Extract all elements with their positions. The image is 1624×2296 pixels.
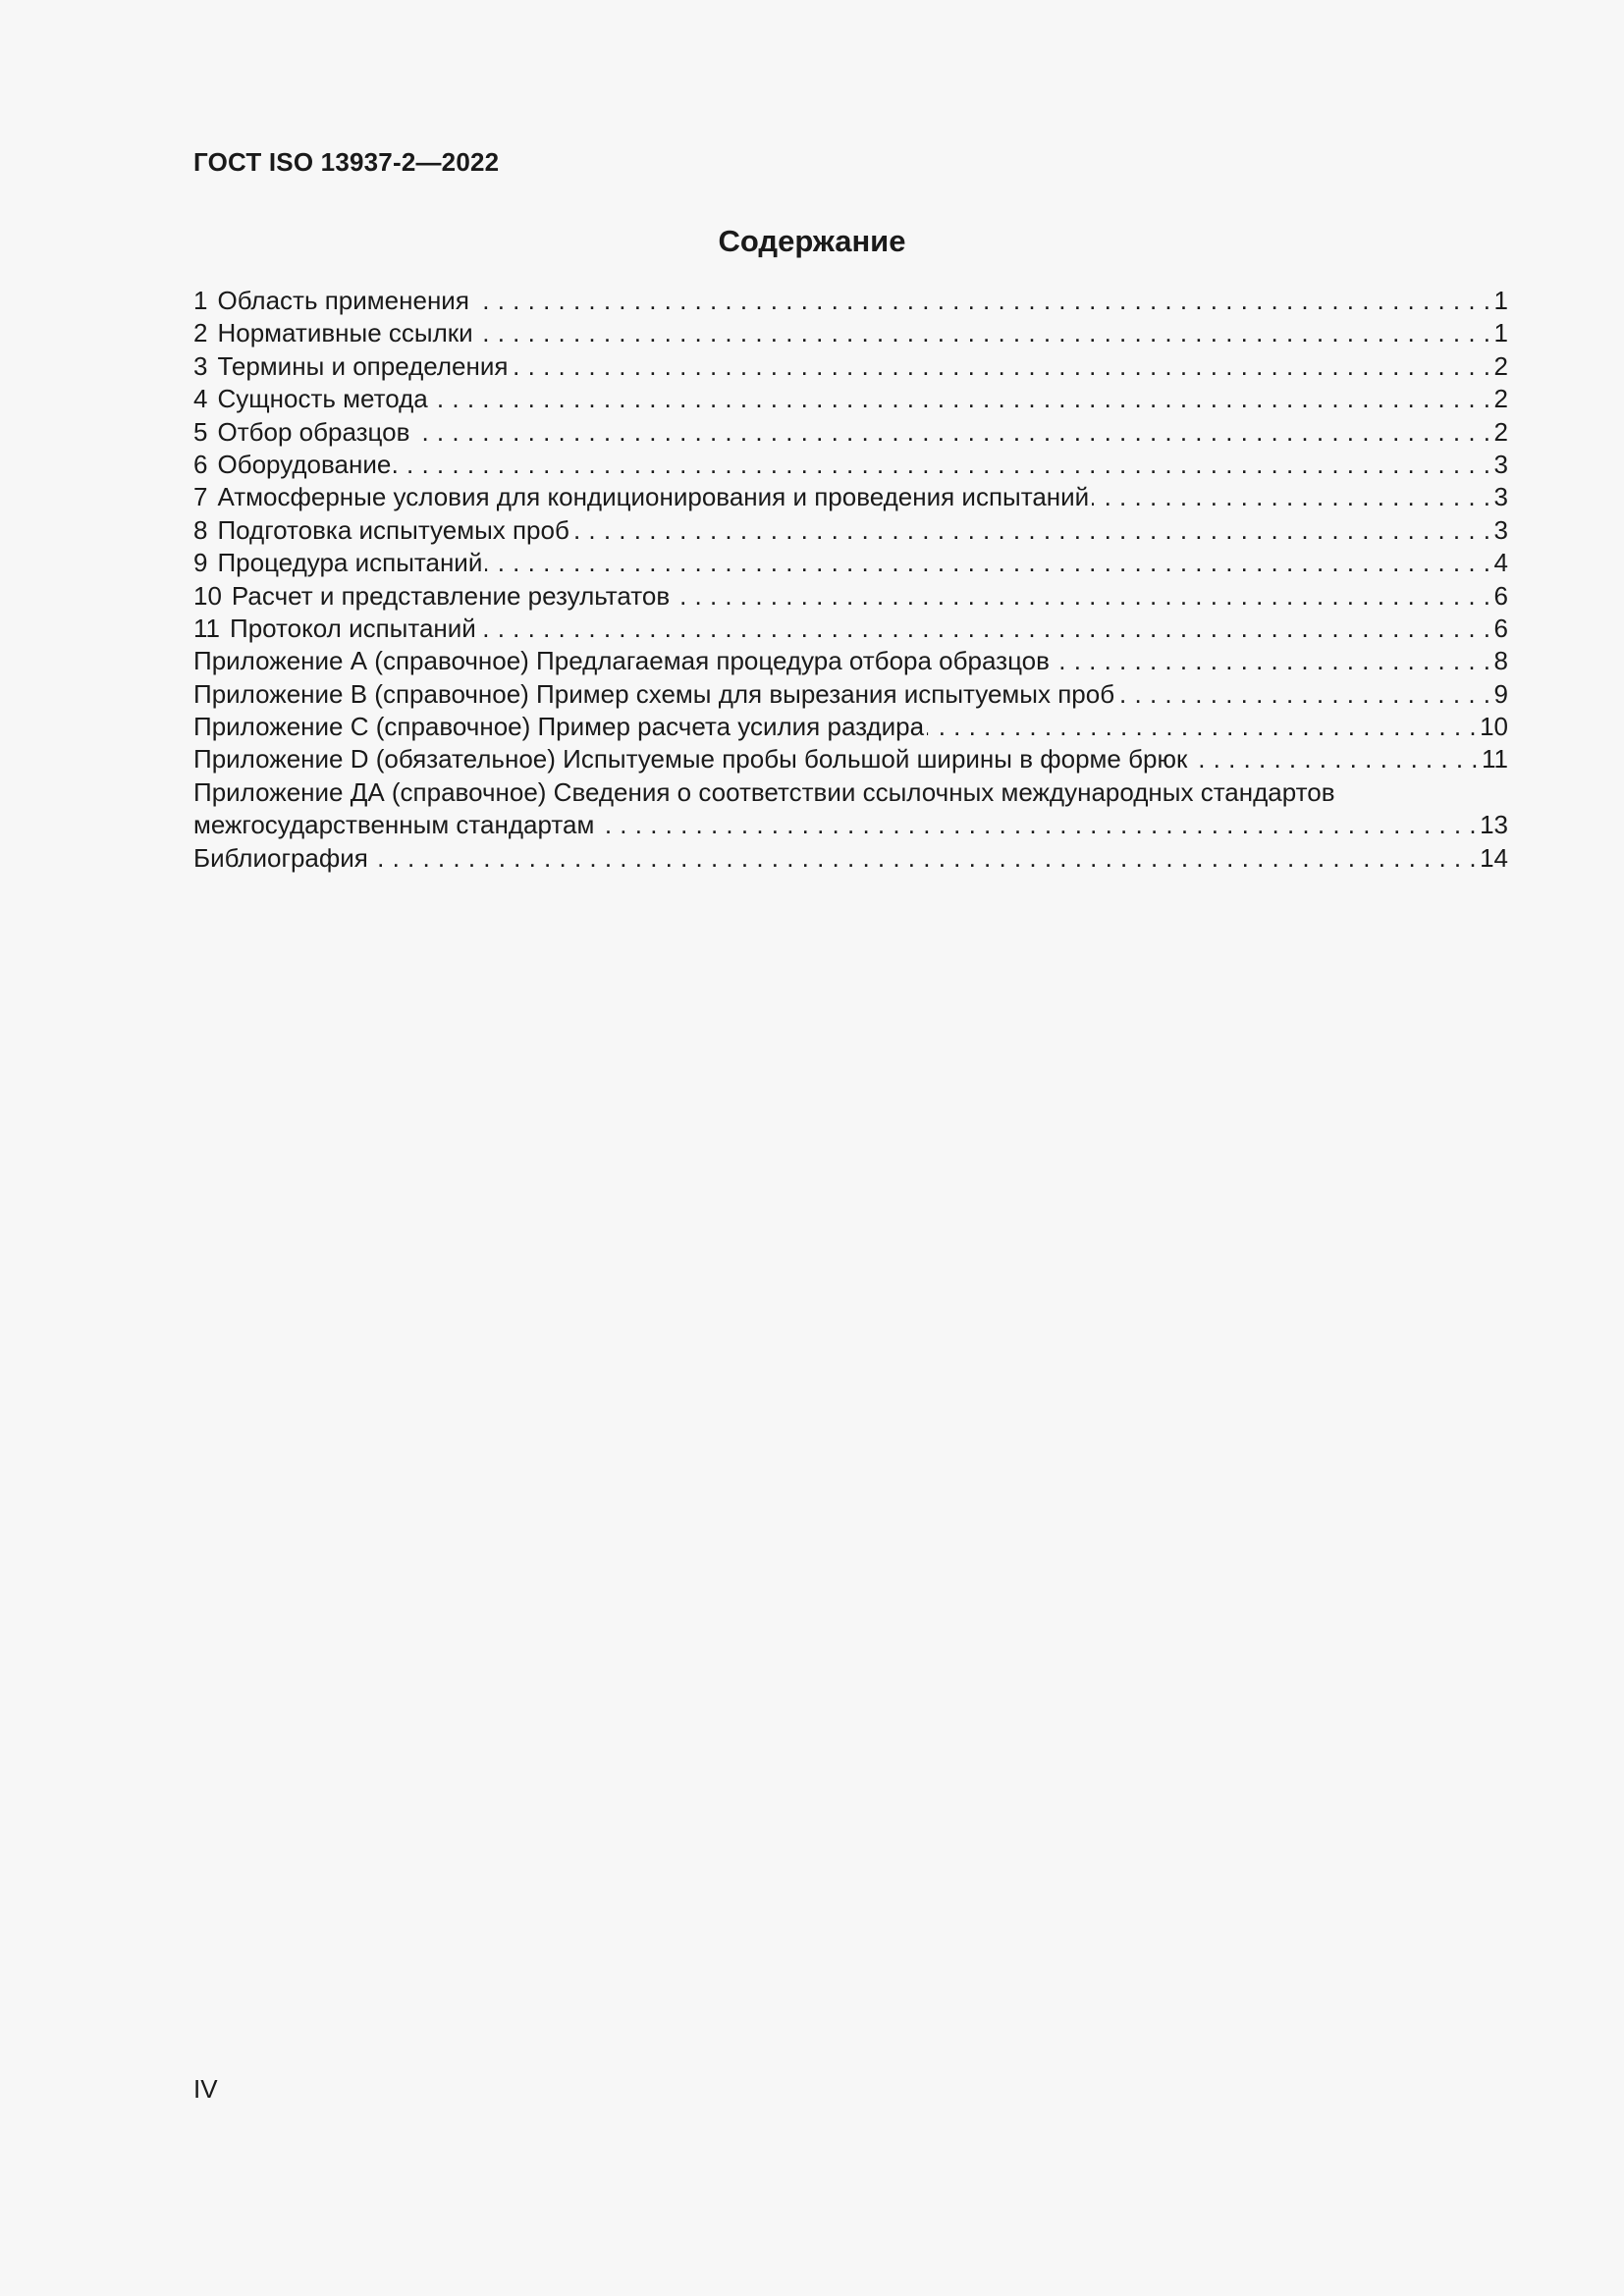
toc-entry-label: Приложение В (справочное) Пример схемы для вырезания испытуемых проб xyxy=(193,678,1115,709)
dot-leader xyxy=(472,285,1491,317)
toc-entry-page: 13 xyxy=(1480,810,1508,840)
toc-entry[interactable] xyxy=(193,350,1508,383)
toc-entry-number: 5 xyxy=(193,416,208,447)
toc-entry[interactable] xyxy=(193,383,1508,415)
dot-leader xyxy=(485,547,1490,579)
dot-leader xyxy=(431,383,1491,415)
toc-entry[interactable] xyxy=(193,285,1508,317)
dot-leader xyxy=(1117,678,1490,711)
toc-entry[interactable] xyxy=(193,547,1508,579)
dot-leader xyxy=(597,809,1477,841)
toc-entry-page: 14 xyxy=(1480,842,1508,873)
dot-leader xyxy=(479,613,1491,645)
toc-entry-number: 10 xyxy=(193,580,222,611)
toc-entry-number: 3 xyxy=(193,350,208,381)
toc-entry-page: 2 xyxy=(1493,416,1508,447)
dot-leader xyxy=(1190,743,1479,775)
toc-entry-page: 9 xyxy=(1493,678,1508,709)
toc-entry-page: 8 xyxy=(1493,646,1508,676)
page-number: IV xyxy=(193,2074,218,2104)
toc-entry-number: 1 xyxy=(193,286,208,315)
toc-entry-label: Оборудование xyxy=(217,449,392,479)
toc-entry[interactable] xyxy=(193,416,1508,449)
toc-entry-page: 2 xyxy=(1493,384,1508,414)
toc-entry[interactable] xyxy=(193,580,1508,613)
dot-leader xyxy=(476,317,1491,349)
toc-entry[interactable] xyxy=(193,317,1508,349)
toc-entry-page: 1 xyxy=(1493,286,1508,315)
toc-entry[interactable] xyxy=(193,645,1508,677)
toc-entry-page: 3 xyxy=(1493,449,1508,479)
toc-entry-page: 1 xyxy=(1493,318,1508,348)
dot-leader xyxy=(1092,481,1490,513)
document-header: ГОСТ ISO 13937-2—2022 xyxy=(193,147,500,177)
toc-entry-annex-da[interactable] xyxy=(193,776,1508,842)
dot-leader xyxy=(412,416,1490,449)
toc-entry-label: Термины и определения xyxy=(217,350,509,381)
dot-leader xyxy=(927,711,1477,743)
dot-leader xyxy=(511,350,1490,383)
toc-entry[interactable] xyxy=(193,514,1508,547)
dot-leader xyxy=(572,514,1491,547)
dot-leader xyxy=(673,580,1490,613)
toc-entry-number: 11 xyxy=(193,613,220,643)
dot-leader xyxy=(394,449,1490,481)
toc-entry-number: 4 xyxy=(193,384,208,414)
toc-entry-bibliography[interactable] xyxy=(193,842,1508,875)
toc-entry[interactable] xyxy=(193,678,1508,711)
toc-entry[interactable] xyxy=(193,613,1508,645)
toc-entry-label: Процедура испытаний xyxy=(217,548,483,578)
toc-entry-label: Отбор образцов xyxy=(217,416,410,447)
toc-entry-page: 4 xyxy=(1493,548,1508,578)
toc-entry-label: Расчет и представление результатов xyxy=(231,580,671,611)
toc-entry[interactable] xyxy=(193,743,1508,775)
toc-entry-page: 3 xyxy=(1493,482,1508,512)
toc-entry-label: Приложение С (справочное) Пример расчета усилия раздира xyxy=(193,712,925,742)
toc-entry-number: 7 xyxy=(193,482,208,512)
toc-entry-page: 3 xyxy=(1493,514,1508,545)
toc-entry[interactable] xyxy=(193,481,1508,513)
toc-entry-page: 6 xyxy=(1493,580,1508,611)
toc-entry-label: Подготовка испытуемых проб xyxy=(217,514,569,545)
toc-entry[interactable] xyxy=(193,449,1508,481)
toc-entry-label: Приложение D (обязательное) Испытуемые пробы большой ширины в форме брюк xyxy=(193,744,1188,774)
toc-entry-label-line1: Приложение ДА (справочное) Сведения о соответствии ссылочных международных стандартов xyxy=(193,776,1335,807)
toc-entry-label: Библиография xyxy=(193,842,368,873)
toc-entry-label: Область применения xyxy=(217,286,469,315)
toc-entry-page: 6 xyxy=(1493,613,1508,643)
toc-entry-label: Атмосферные условия для кондиционирования и проведения испытаний xyxy=(217,482,1090,512)
toc-entry-label: Нормативные ссылки xyxy=(217,318,473,348)
toc-entry-page: 2 xyxy=(1493,350,1508,381)
toc-entry-label: Сущность метода xyxy=(217,384,428,414)
toc-entry-page: 11 xyxy=(1482,744,1508,774)
toc-entry-label: Протокол испытаний xyxy=(230,613,476,643)
toc-entry-number: 9 xyxy=(193,548,208,578)
page-title: Содержание xyxy=(718,224,906,258)
toc-entry-number: 2 xyxy=(193,318,208,348)
toc-entry[interactable] xyxy=(193,711,1508,743)
toc-entry-page: 10 xyxy=(1480,712,1508,742)
dot-leader xyxy=(1053,645,1491,677)
toc-entry-label-line2: межгосударственным стандартам xyxy=(193,810,595,840)
toc-entry-continuation xyxy=(193,809,1508,841)
toc-entry-number: 8 xyxy=(193,514,208,545)
dot-leader xyxy=(371,842,1477,875)
toc-entry-number: 6 xyxy=(193,449,208,479)
toc-entry-label: Приложение А (справочное) Предлагаемая процедура отбора образцов xyxy=(193,646,1050,676)
table-of-contents xyxy=(193,285,1508,875)
